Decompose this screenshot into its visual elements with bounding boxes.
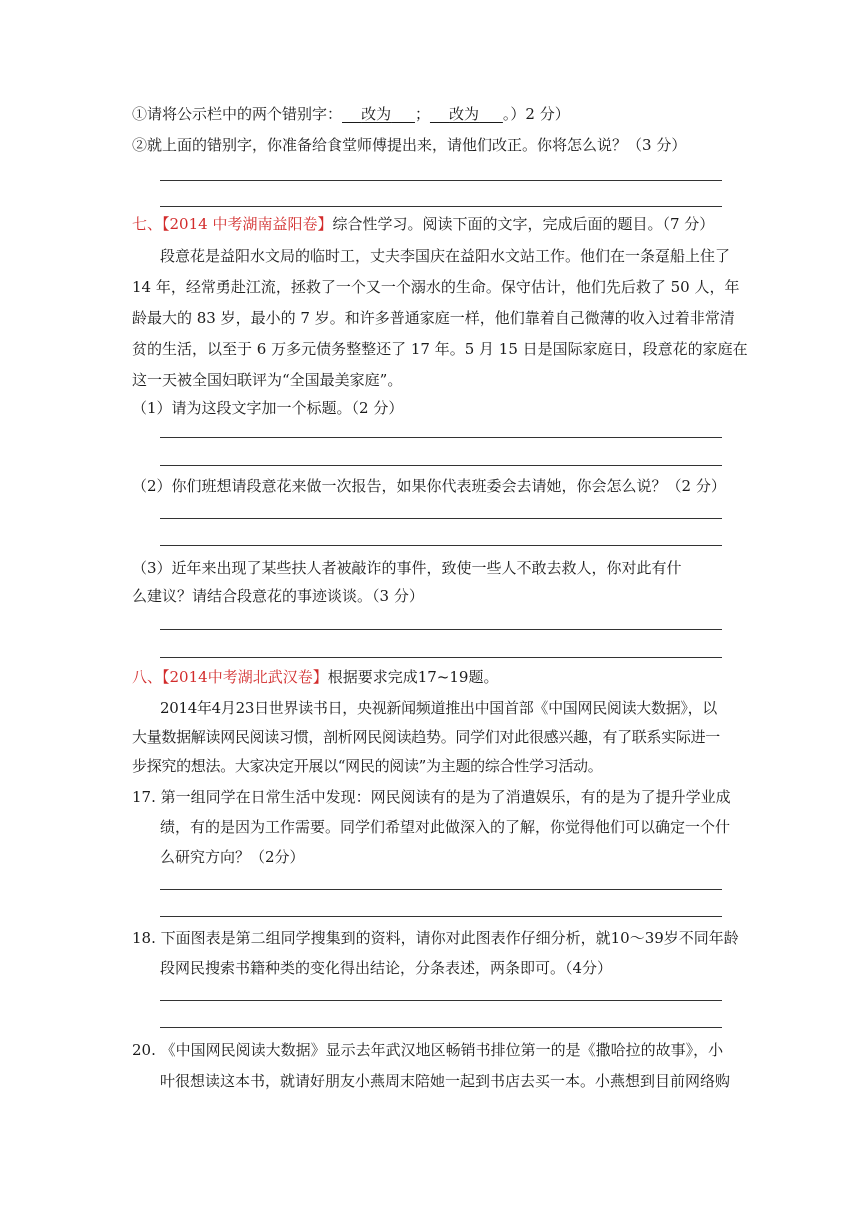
answer-line [160, 518, 722, 519]
s6-question-2: ②就上面的错别字，你准备给食堂师傅提出来，请他们改正。你将怎么说？（3 分） [132, 136, 687, 154]
s7-paragraph-line: 龄最大的 83 岁，最小的 7 岁。和许多普通家庭一样，他们靠着自己微薄的收入过着非常清 [132, 309, 735, 327]
answer-line [160, 629, 722, 630]
s6-q1-blank-2: 改为 [449, 105, 480, 123]
answer-line [160, 180, 722, 181]
s8-paragraph-line: 步探究的想法。大家决定开展以“网民的阅读”为主题的综合性学习活动。 [132, 757, 603, 775]
s8-source: 【2014中考湖北武汉卷】 [162, 668, 328, 686]
q20-line: 叶很想读这本书，就请好朋友小燕周末陪她一起到书店去买一本。小燕想到目前网络购 [160, 1072, 731, 1090]
s6-question-1 [132, 104, 570, 124]
answer-line [160, 1000, 722, 1001]
answer-line [160, 465, 722, 466]
q18-line: 段网民搜索书籍种类的变化得出结论，分条表述，两条即可。（4分） [160, 959, 613, 977]
s7-paragraph-line: 14 年，经常勇赴江流，拯救了一个又一个溺水的生命。保守估计，他们先后救了 50 人，年 [132, 278, 740, 296]
answer-line [160, 916, 722, 917]
s8-paragraph-line: 大量数据解读网民阅读习惯，剖析网民阅读趋势。同学们对此很感兴趣，有了联系实际进一 [132, 728, 721, 746]
s7-question-1: （1）请为这段文字加一个标题。（2 分） [132, 399, 404, 417]
s7-source: 【2014 中考湖南益阳卷】 [162, 215, 333, 233]
s8-heading [132, 667, 498, 687]
s8-number: 八、 [132, 668, 163, 686]
q18-line: 18. 下面图表是第二组同学搜集到的资料，请你对此图表作仔细分析，就10～39岁不同年龄 [132, 929, 739, 947]
s7-paragraph-line: 这一天被全国妇联评为“全国最美家庭”。 [132, 371, 403, 389]
s8-intro: 根据要求完成17~19题。 [327, 668, 499, 686]
answer-line [160, 889, 722, 890]
s6-q1-prefix: ①请将公示栏中的两个错别字： [132, 105, 343, 123]
answer-line [160, 545, 722, 546]
s7-paragraph-line: 贫的生活，以至于 6 万多元债务整整还了 17 年。5 月 15 日是国际家庭日，段意花的家庭在 [132, 340, 748, 358]
answer-line [160, 206, 722, 207]
s6-q1-blank-1: 改为 [361, 105, 392, 123]
answer-line [160, 1027, 722, 1028]
s7-question-2: （2）你们班想请段意花来做一次报告，如果你代表班委会去请她，你会怎么说？（2 分） [132, 477, 726, 495]
s7-heading [132, 214, 714, 234]
s7-intro: 综合性学习。阅读下面的文字，完成后面的题目。（7 分） [332, 215, 715, 233]
answer-line [160, 437, 722, 438]
s7-question-3-line: （3）近年来出现了某些扶人者被敲诈的事件，致使一些人不敢去救人，你对此有什 [132, 559, 682, 577]
q17-line: 么研究方向？（2分） [160, 848, 305, 866]
q17-line: 绩，有的是因为工作需要。同学们希望对此做深入的了解，你觉得他们可以确定一个什 [160, 818, 731, 836]
answer-line [160, 657, 722, 658]
q20-line: 20. 《中国网民阅读大数据》显示去年武汉地区畅销书排位第一的是《撒哈拉的故事》，小 [132, 1041, 724, 1059]
s8-paragraph-line: 2014年4月23日世界读书日，央视新闻频道推出中国首部《中国网民阅读大数据》，以 [160, 699, 718, 717]
s6-q1-separator: ； [414, 105, 430, 123]
s7-paragraph-line: 段意花是益阳水文局的临时工，丈夫李国庆在益阳水文站工作。他们在一条趸船上住了 [160, 247, 731, 265]
s7-number: 七、 [132, 215, 163, 233]
s6-q1-end: 。）2 分） [502, 105, 570, 123]
q17-line: 17. 第一组同学在日常生活中发现：网民阅读有的是为了消遣娱乐，有的是为了提升学业成 [132, 788, 731, 806]
s7-question-3-line: 么建议？请结合段意花的事迹谈谈。（3 分） [132, 587, 424, 605]
